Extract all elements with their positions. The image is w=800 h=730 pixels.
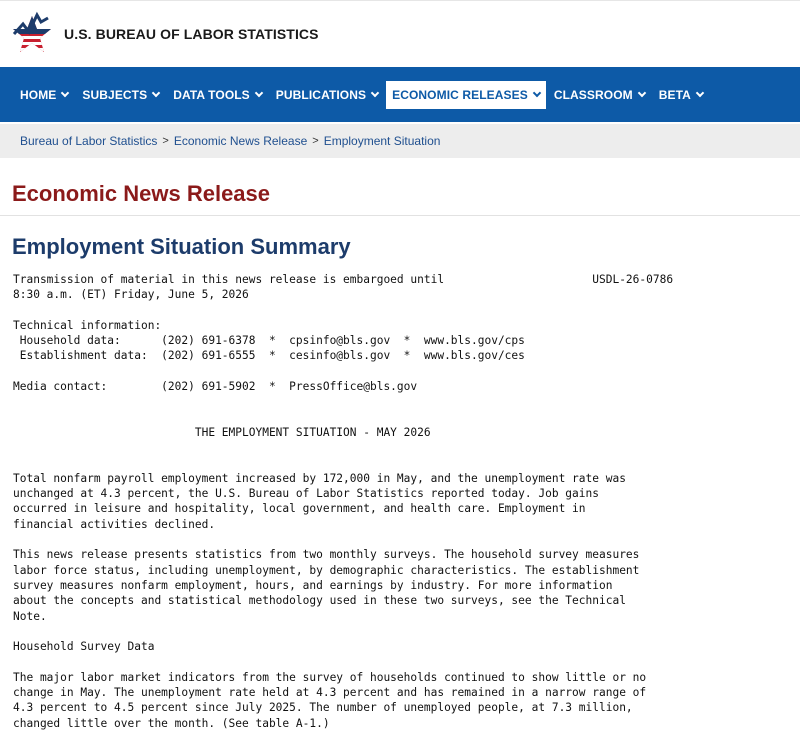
release-text-line: [13, 410, 800, 425]
release-text-line: 8:30 a.m. (ET) Friday, June 5, 2026: [13, 288, 249, 302]
chevron-down-icon: [152, 88, 160, 96]
chevron-down-icon: [255, 88, 263, 96]
release-text-line: [13, 303, 800, 318]
chevron-down-icon: [371, 88, 379, 96]
nav-item-beta[interactable]: [653, 81, 709, 109]
nav-item-label: HOME: [20, 87, 57, 102]
nav-item-label: SUBJECTS: [82, 87, 148, 102]
release-text-line: Total nonfarm payroll employment increased by 172,000 in May, and the unemployment rate was: [13, 471, 626, 485]
release-text-line: Household data: (202) 691-6378 * cpsinfo@bls.gov * www.bls.gov/cps: [13, 334, 525, 348]
nav-item-publications[interactable]: [270, 81, 384, 109]
release-text-line: unchanged at 4.3 percent, the U.S. Bureau of Labor Statistics reported today. Job gains: [13, 487, 599, 501]
agency-name[interactable]: U.S. BUREAU OF LABOR STATISTICS: [64, 26, 319, 42]
release-text-line: Establishment data: (202) 691-6555 * cesinfo@bls.gov * www.bls.gov/ces: [13, 349, 525, 363]
release-text-line: [13, 532, 800, 547]
section-title: Economic News Release: [12, 181, 271, 206]
release-text-line: labor force status, including unemployment, by demographic characteristics. The establishment: [13, 563, 640, 577]
nav-item-label: PUBLICATIONS: [275, 87, 367, 102]
release-text-line: 4.3 percent to 4.5 percent since July 2025. The number of unemployed people, at 7.3 million,: [13, 701, 633, 715]
release-text-line: THE EMPLOYMENT SITUATION - MAY 2026: [13, 425, 431, 439]
nav-item-label: BETA: [658, 87, 691, 102]
chevron-down-icon: [533, 88, 541, 96]
release-text-line: survey measures nonfarm employment, hours, and earnings by industry. For more information: [13, 578, 613, 592]
breadcrumb-link-bls[interactable]: Bureau of Labor Statistics: [20, 134, 158, 148]
release-text-line: about the concepts and statistical methodology used in these two surveys, see the Technical: [13, 594, 626, 608]
breadcrumb-separator: >: [312, 135, 319, 147]
breadcrumb-link-economic-news-release[interactable]: Economic News Release: [173, 134, 308, 148]
release-text-line: [13, 394, 800, 409]
release-text-line: changed little over the month. (See table A-1.): [13, 716, 330, 730]
release-text-line: [13, 624, 800, 639]
nav-item-label: DATA TOOLS: [173, 87, 250, 102]
breadcrumb: [0, 124, 800, 158]
site-header: [0, 0, 800, 67]
release-text-line: financial activities declined.: [13, 517, 216, 531]
nav-item-home[interactable]: [14, 81, 74, 109]
section-divider: [0, 215, 800, 216]
release-text-line: [13, 654, 800, 669]
release-text-line: occurred in leisure and hospitality, local government, and health care. Employment in: [13, 502, 586, 516]
nav-item-label: ECONOMIC RELEASES: [392, 87, 528, 102]
breadcrumb-separator: >: [162, 135, 169, 147]
main-nav: [0, 67, 800, 122]
bls-star-logo-icon[interactable]: [10, 10, 54, 58]
chevron-down-icon: [61, 88, 69, 96]
nav-item-classroom[interactable]: [548, 81, 651, 109]
nav-item-economic-releases[interactable]: [386, 81, 546, 109]
release-text: [0, 272, 800, 730]
release-text-line: [13, 440, 800, 455]
release-text-line: [13, 364, 800, 379]
breadcrumb-link-employment-situation[interactable]: Employment Situation: [323, 134, 441, 148]
release-text-line: Transmission of material in this news release is embargoed until USDL-26-0786: [13, 273, 674, 286]
chevron-down-icon: [696, 88, 704, 96]
release-text-line: Media contact: (202) 691-5902 * PressOffice@bls.gov: [13, 380, 418, 394]
release-text-line: Note.: [13, 609, 47, 623]
release-text-line: Technical information:: [13, 318, 162, 332]
page-title: Employment Situation Summary: [12, 234, 351, 259]
chevron-down-icon: [637, 88, 645, 96]
release-text-line: The major labor market indicators from the survey of households continued to show little or no: [13, 670, 647, 684]
release-text-line: change in May. The unemployment rate held at 4.3 percent and has remained in a narrow range of: [13, 686, 647, 700]
release-text-line: [13, 456, 800, 471]
release-text-line: This news release presents statistics from two monthly surveys. The household survey measures: [13, 548, 640, 562]
nav-item-subjects[interactable]: [76, 81, 165, 109]
release-text-line: Household Survey Data: [13, 640, 155, 654]
nav-item-data-tools[interactable]: [167, 81, 268, 109]
nav-item-label: CLASSROOM: [553, 87, 633, 102]
